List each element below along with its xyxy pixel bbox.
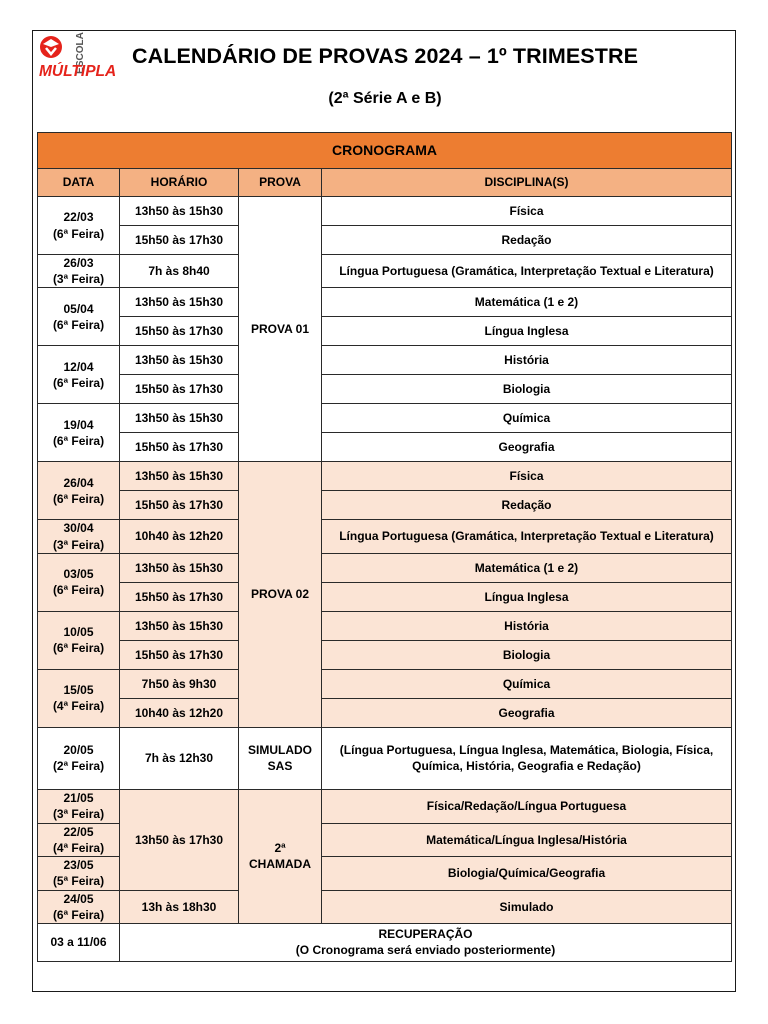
date-line1: 23/05 <box>63 858 94 873</box>
date-line2: (3ª Feira) <box>52 537 105 552</box>
date-line2: (6ª Feira) <box>52 491 105 506</box>
time-cell: 13h50 às 15h30 <box>120 404 239 433</box>
table-row <box>38 404 732 433</box>
time-cell: 10h40 às 12h20 <box>120 520 239 553</box>
date-cell <box>38 255 120 288</box>
subject-cell: Física/Redação/Língua Portuguesa <box>322 789 732 823</box>
date-cell <box>38 520 120 553</box>
date-line2: (6ª Feira) <box>52 375 105 390</box>
table-row <box>38 462 732 491</box>
date-line2: (6ª Feira) <box>52 907 105 922</box>
date-cell <box>38 669 120 727</box>
table-row <box>38 582 732 611</box>
time-cell: 7h às 8h40 <box>120 255 239 288</box>
time-cell: 15h50 às 17h30 <box>120 433 239 462</box>
time-cell: 7h às 12h30 <box>120 727 239 789</box>
exam-label-cell <box>239 789 322 923</box>
time-cell: 15h50 às 17h30 <box>120 491 239 520</box>
exam-label-line2: CHAMADA <box>249 857 311 872</box>
date-line1: 21/05 <box>63 791 94 806</box>
date-line1: 26/03 <box>63 256 94 270</box>
subject-cell: Biologia <box>322 375 732 404</box>
date-cell <box>38 288 120 346</box>
date-line2: (3ª Feira) <box>52 807 105 822</box>
table-row <box>38 640 732 669</box>
subject-cell: História <box>322 346 732 375</box>
school-logo <box>37 32 117 80</box>
date-line1: 03/05 <box>63 567 94 582</box>
date-line1: 05/04 <box>63 301 94 316</box>
column-header: DATA <box>38 169 120 197</box>
time-cell: 10h40 às 12h20 <box>120 698 239 727</box>
subject-cell: Química <box>322 669 732 698</box>
time-cell: 13h50 às 17h30 <box>120 789 239 890</box>
exam-label-cell: PROVA 01 <box>239 197 322 462</box>
table-row <box>38 520 732 553</box>
date-line2: (4ª Feira) <box>52 699 105 714</box>
table-row <box>38 433 732 462</box>
subject-line2: Química, História, Geografia e Redação) <box>412 759 641 774</box>
column-header: PROVA <box>239 169 322 197</box>
subject-cell: Redação <box>322 491 732 520</box>
column-header: DISCIPLINA(S) <box>322 169 732 197</box>
date-line2: (6ª Feira) <box>52 226 105 241</box>
time-cell: 13h50 às 15h30 <box>120 553 239 582</box>
recovery-line1: RECUPERAÇÃO <box>378 927 473 942</box>
date-line2: (6ª Feira) <box>52 317 105 332</box>
subject-cell <box>322 727 732 789</box>
date-line1: 12/04 <box>63 359 94 374</box>
date-cell <box>38 197 120 255</box>
exam-label-line1: SIMULADO <box>248 743 312 758</box>
subject-cell: Redação <box>322 226 732 255</box>
column-header: HORÁRIO <box>120 169 239 197</box>
time-cell: 15h50 às 17h30 <box>120 375 239 404</box>
time-cell: 15h50 às 17h30 <box>120 640 239 669</box>
date-line2: (4ª Feira) <box>52 840 105 855</box>
date-cell <box>38 462 120 520</box>
time-cell: 13h50 às 15h30 <box>120 462 239 491</box>
table-row <box>38 255 732 288</box>
table-row <box>38 317 732 346</box>
date-cell <box>38 404 120 462</box>
table-row <box>38 553 732 582</box>
subject-cell: Física <box>322 197 732 226</box>
table-banner: CRONOGRAMA <box>38 133 732 169</box>
page-subtitle: (2ª Série A e B) <box>328 90 442 107</box>
subject-cell: Língua Inglesa <box>322 582 732 611</box>
table-row <box>38 375 732 404</box>
logo-word-top: ESCOLA <box>75 32 86 74</box>
page-title: CALENDÁRIO DE PROVAS 2024 – 1º TRIMESTRE <box>131 44 639 68</box>
date-line2: (3ª Feira) <box>52 272 105 287</box>
subject-cell: Língua Portuguesa (Gramática, Interpretação Textual e Literatura) <box>322 520 732 553</box>
subject-cell: Matemática/Língua Inglesa/História <box>322 823 732 856</box>
exam-label-cell <box>239 727 322 789</box>
recovery-cell <box>120 923 732 961</box>
date-cell <box>38 789 120 823</box>
date-line2: (6ª Feira) <box>52 583 105 598</box>
date-line1: 30/04 <box>63 521 94 536</box>
logo-mark-icon <box>37 32 117 80</box>
subject-cell: Língua Inglesa <box>322 317 732 346</box>
date-line1: 20/05 <box>63 743 94 758</box>
table-row <box>38 197 732 226</box>
subject-line1: (Língua Portuguesa, Língua Inglesa, Matemática, Biologia, Física, <box>339 743 714 758</box>
subject-cell: Física <box>322 462 732 491</box>
subject-cell: Matemática (1 e 2) <box>322 288 732 317</box>
date-cell <box>38 823 120 856</box>
subject-cell: Geografia <box>322 433 732 462</box>
date-cell <box>38 890 120 923</box>
subject-cell: Simulado <box>322 890 732 923</box>
recovery-line2: (O Cronograma será enviado posteriormente) <box>295 943 556 958</box>
date-cell <box>38 727 120 789</box>
date-cell: 03 a 11/06 <box>38 923 120 961</box>
subject-cell: Geografia <box>322 698 732 727</box>
time-cell: 13h às 18h30 <box>120 890 239 923</box>
subject-cell: Biologia <box>322 640 732 669</box>
date-line2: (2ª Feira) <box>52 759 105 774</box>
table-row <box>38 698 732 727</box>
date-line2: (6ª Feira) <box>52 433 105 448</box>
exam-label-line1: 2ª <box>274 841 286 856</box>
time-cell: 7h50 às 9h30 <box>120 669 239 698</box>
subject-cell: Matemática (1 e 2) <box>322 553 732 582</box>
table-row <box>38 288 732 317</box>
date-line1: 19/04 <box>63 417 94 432</box>
table-row <box>38 346 732 375</box>
table-row <box>38 491 732 520</box>
subject-cell: História <box>322 611 732 640</box>
time-cell: 15h50 às 17h30 <box>120 582 239 611</box>
date-line1: 22/03 <box>63 210 94 225</box>
subject-cell: Biologia/Química/Geografia <box>322 857 732 890</box>
table-row <box>38 789 732 823</box>
date-cell <box>38 611 120 669</box>
date-cell <box>38 553 120 611</box>
logo-word-main: MÚLTIPLA <box>39 63 117 80</box>
table-row <box>38 727 732 789</box>
table-row <box>38 611 732 640</box>
date-line1: 26/04 <box>63 475 94 490</box>
date-cell <box>38 346 120 404</box>
time-cell: 13h50 às 15h30 <box>120 197 239 226</box>
time-cell: 13h50 às 15h30 <box>120 611 239 640</box>
time-cell: 13h50 às 15h30 <box>120 288 239 317</box>
subject-cell: Química <box>322 404 732 433</box>
time-cell: 13h50 às 15h30 <box>120 346 239 375</box>
exam-schedule-table <box>37 132 732 962</box>
date-line1: 15/05 <box>63 683 94 698</box>
date-line2: (5ª Feira) <box>52 874 105 889</box>
exam-label-line2: SAS <box>267 759 293 774</box>
time-cell: 15h50 às 17h30 <box>120 317 239 346</box>
date-cell <box>38 857 120 890</box>
table-row <box>38 923 732 961</box>
date-line1: 10/05 <box>63 625 94 640</box>
time-cell: 15h50 às 17h30 <box>120 226 239 255</box>
table-row <box>38 226 732 255</box>
exam-label-cell: PROVA 02 <box>239 462 322 727</box>
date-line2: (6ª Feira) <box>52 641 105 656</box>
table-row <box>38 890 732 923</box>
table-row <box>38 669 732 698</box>
date-line1: 22/05 <box>63 824 94 839</box>
subject-cell: Língua Portuguesa (Gramática, Interpretação Textual e Literatura) <box>322 255 732 288</box>
date-line1: 24/05 <box>63 891 94 906</box>
